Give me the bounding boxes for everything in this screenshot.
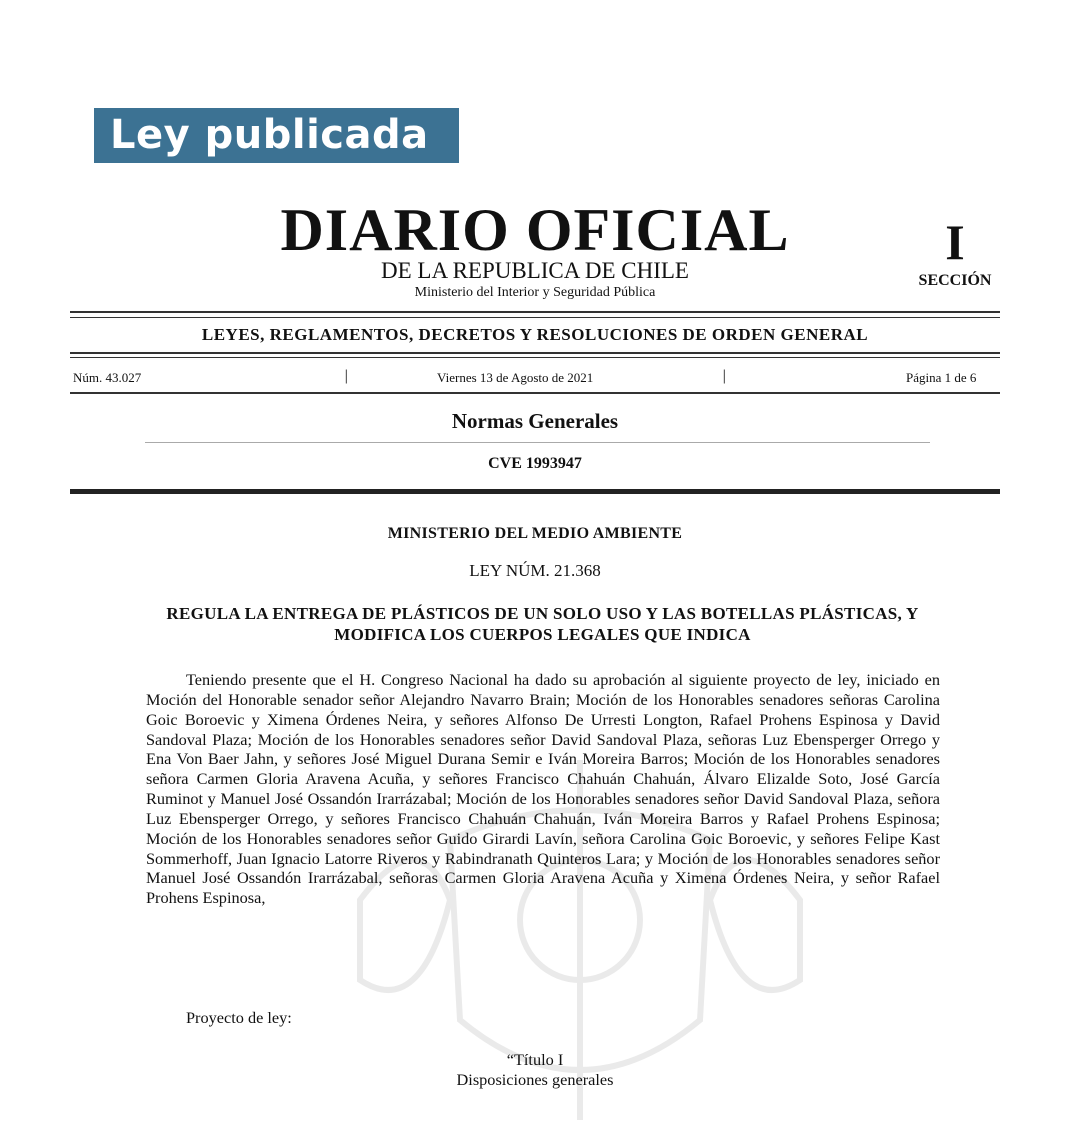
- rule-info-bottom: [70, 392, 1000, 394]
- section-label: SECCIÓN: [918, 272, 992, 289]
- title-heading: “Título I: [506, 1050, 564, 1069]
- law-number: LEY NÚM. 21.368: [469, 561, 601, 580]
- bill-label: Proyecto de ley:: [186, 1008, 292, 1027]
- section-heading: Normas Generales: [451, 409, 619, 433]
- rule-double-top-1: [70, 311, 1000, 313]
- issue-separator-right: |: [722, 368, 727, 384]
- general-provisions-heading: Disposiciones generales: [456, 1070, 614, 1089]
- gazette-subtitle: DE LA REPUBLICA DE CHILE: [381, 258, 689, 283]
- issue-date: Viernes 13 de Agosto de 2021: [437, 370, 594, 385]
- document-ministry: MINISTERIO DEL MEDIO AMBIENTE: [387, 525, 683, 542]
- rule-normas: [145, 442, 930, 443]
- gazette-ministry: Ministerio del Interior y Seguridad Pública: [414, 285, 656, 300]
- rule-band-bottom-2: [70, 357, 1000, 358]
- rule-band-bottom-1: [70, 352, 1000, 354]
- issue-page: Página 1 de 6: [906, 370, 977, 385]
- rule-thick: [70, 489, 1000, 494]
- rule-double-top-2: [70, 317, 1000, 318]
- law-preamble: Teniendo presente que el H. Congreso Nacional ha dado su aprobación al siguiente proyecto de ley, iniciado en Moción del Honorable senador señor Alejandro Navarro Brain; Moción de los Honorables senadores señoras Carolina Goic Boroevic y Ximena Órdenes Neira, y señores Alfonso De Urresti Longton, Rafael Prohens Espinosa y David Sandoval Plaza; Moción de los Honorables senadores señor David Sandoval Plaza, señoras Luz Ebensperger Orrego y Ena Von Baer Jahn, y señores José Miguel Durana Semir e Iván Moreira Barros; Moción de los Honorables senadores señora Carmen Gloria Aravena Acuña, y señores Francisco Chahuán Chahuán, Álvaro Elizalde Soto, José García Ruminot y Manuel José Ossandón Irarrázabal; Moción de los Honorables senadores señor David Sandoval Plaza, señora Luz Ebensperger Orrego, y señores Francisco Chahuán Chahuán, Iván Moreira Barros y Rafael Prohens Espinosa; Moción de los Honorables senadores señor Guido Girardi Lavín, señora Carolina Goic Boroevic, y señores Felipe Kast Sommerhoff, Juan Ignacio Latorre Riveros y Rabindranath Quinteros Lara; y Moción de los Honorables senadores señor Manuel José Ossandón Irarrázabal, señoras Carmen Gloria Aravena Acuña y Ximena Órdenes Neira, y señor Rafael Prohens Espinosa,: [146, 670, 940, 908]
- cve-code: CVE 1993947: [488, 455, 582, 472]
- issue-number: Núm. 43.027: [73, 370, 142, 385]
- issue-separator-left: |: [344, 368, 349, 384]
- section-number: I: [945, 214, 965, 270]
- category-band: LEYES, REGLAMENTOS, DECRETOS Y RESOLUCIONES DE ORDEN GENERAL: [201, 325, 869, 344]
- law-published-badge: Ley publicada: [94, 108, 459, 163]
- gazette-title: DIARIO OFICIAL: [280, 197, 790, 263]
- law-title: REGULA LA ENTREGA DE PLÁSTICOS DE UN SOLO USO Y LAS BOTELLAS PLÁSTICAS, Y MODIFICA LOS CUERPOS LEGALES QUE INDICA: [166, 604, 919, 644]
